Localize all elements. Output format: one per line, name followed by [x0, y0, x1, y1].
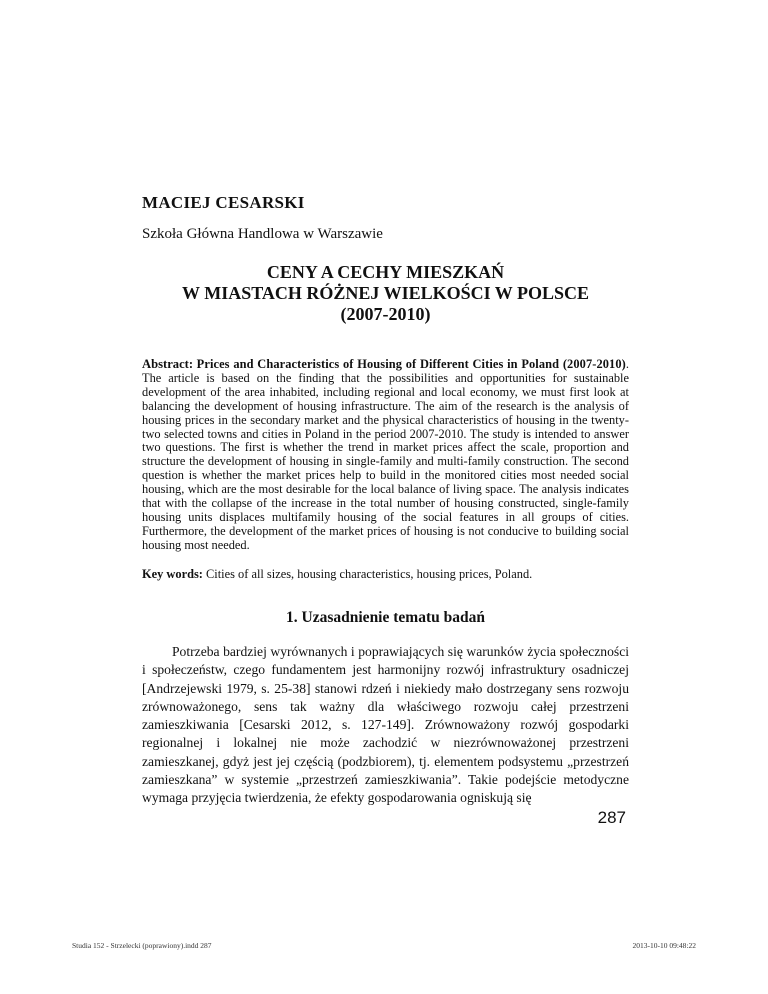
keywords-text: Cities of all sizes, housing characteristics, housing prices, Poland.	[202, 567, 533, 581]
section-heading: 1. Uzasadnienie tematu badań	[286, 609, 485, 626]
abstract-label: Abstract:	[142, 357, 194, 371]
title-line: W MIASTACH RÓŻNEJ WIELKOŚCI W POLSCE	[182, 283, 589, 303]
print-slug-filename: Studia 152 - Strzelecki (poprawiony).indd 287	[72, 941, 212, 950]
author-affiliation: Szkoła Główna Handlowa w Warszawie	[142, 226, 383, 242]
keywords	[142, 567, 629, 581]
article-title	[142, 262, 629, 325]
author-name: MACIEJ CESARSKI	[142, 193, 305, 212]
title-line: CENY A CECHY MIESZKAŃ	[266, 262, 505, 282]
keywords-label: Key words:	[142, 567, 203, 581]
abstract	[142, 358, 629, 553]
abstract-text: . The article is based on the finding that the possibilities and opportunities for sustainable development of the area inhabited, including regional and local economy, we must first look at balancing the development of housing infrastructure. The aim of the research is the analysis of housing prices in the secondary market and the physical characteristics of housing in the twenty-two selected towns and cities in Poland in the period 2007-2010. The study is intended to answer two questions. The first is whether the trend in market prices affect the scale, proportion and structure the development of housing in single-family and multi-family construction. The second question is whether the market prices help to build in the monitored cities most needed social housing, which are the most desirable for the local balance of living space. The analysis indicates that with the collapse of the increase in the total number of housing constructed, single-family housing units displaces multifamily housing of the social features in all groups of cities. Furthermore, the development of the market prices of housing is not conducive to building social housing most needed.	[142, 357, 629, 552]
page-number: 287	[597, 808, 626, 827]
abstract-english-title: Prices and Characteristics of Housing of Different Cities in Poland (2007-2010)	[196, 357, 626, 371]
body-paragraph: Potrzeba bardziej wyrównanych i poprawiających się warunków życia społeczności i społeczeństw, czego fundamentem jest harmonijny rozwój infrastruktury osadniczej [Andrzejewski 1979, s. 25-38] stanowi rdzeń i niekiedy mało dostrzegany sens rozwoju zrównoważonego, sens tak ważny dla właściwego rozwoju całej przestrzeni zamieszkiwania [Cesarski 2012, s. 127-149]. Zrównoważony rozwój gospodarki regionalnej i lokalnej nie może zachodzić w niezrównoważonej przestrzeni zamieszkanej, gdyż jest jej częścią (podzbiorem), tj. elementem podsystemu „przestrzeń zamieszkana” w systemie „przestrzeń zamieszkiwania”. Takie podejście metodyczne wymaga przyjęcia twierdzenia, że efekty gospodarowania ogniskują się	[142, 644, 629, 806]
print-slug-timestamp: 2013-10-10 09:48:22	[632, 941, 696, 950]
title-line: (2007-2010)	[340, 304, 431, 324]
